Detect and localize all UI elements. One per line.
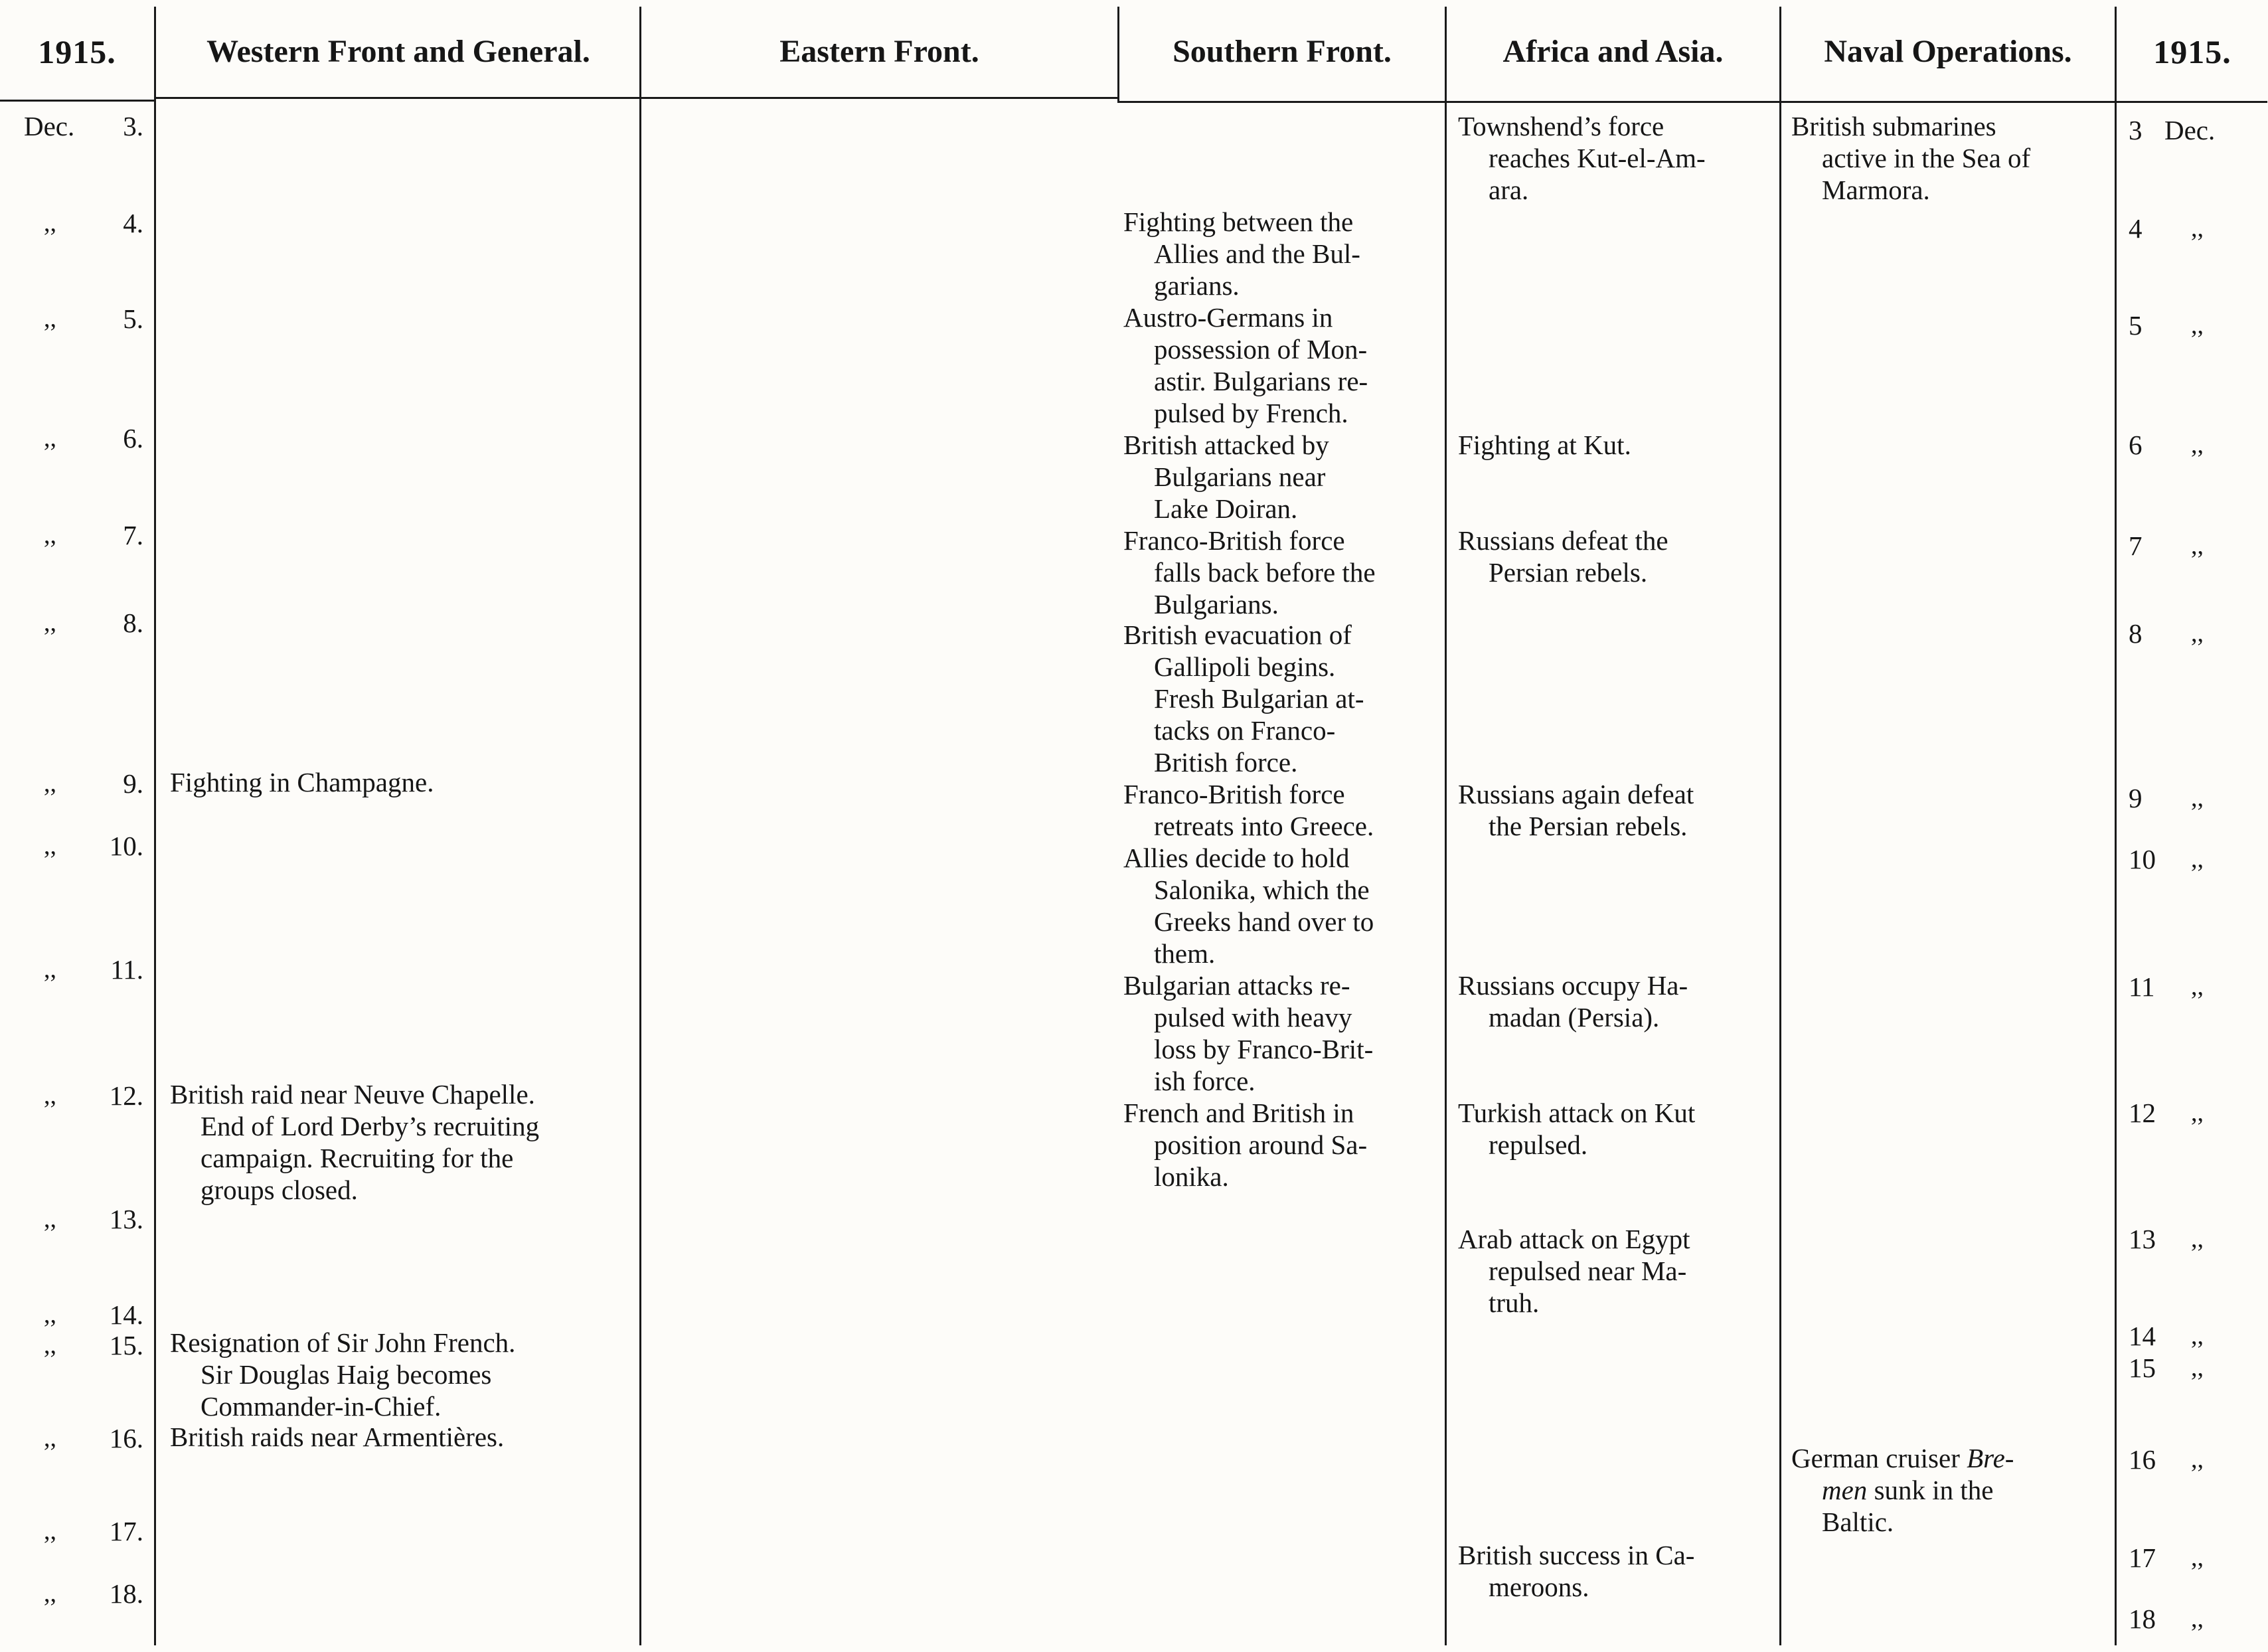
southern-entry-dec-11: Bulgarian attacks re- pulsed with heavy loss by Franco-Brit- ish force. [1123,970,1374,1096]
header-year-right: 1915. [2153,33,2231,70]
africa-entry-dec-9: Russians again defeat the Persian rebels. [1458,779,1694,841]
column-rule [639,7,641,1645]
africa-entry-dec-6: Fighting at Kut. [1458,430,1631,460]
western-entry-dec-15: Resignation of Sir John French. Sir Douglas Haig becomes Commander-in-Chief. [170,1327,516,1422]
header-year-left: 1915. [38,33,116,70]
header-western-front: Western Front and General. [206,34,590,69]
western-entry-dec-16: British raids near Armentières. [170,1422,505,1452]
africa-entry-dec-13: Arab attack on Egypt repulsed near Ma- truh. [1458,1224,1690,1318]
western-entry-dec-12: British raid near Neuve Chapelle. End of Lord Derby’s recruiting campaign. Recruiting for the groups closed. [170,1079,540,1205]
header-rule [0,100,154,102]
naval-entry-dec-3: British submarines active in the Sea of Marmora. [1791,111,2031,205]
header-africa-asia: Africa and Asia. [1502,34,1724,69]
southern-entry-dec-9: Franco-British force retreats into Greece. [1123,779,1374,841]
column-rule [2115,7,2117,1645]
column-rule [154,7,156,1645]
africa-entry-dec-11: Russians occupy Ha- madan (Persia). [1458,970,1688,1032]
column-rule [1779,7,1781,1645]
header-rule [154,97,1117,99]
southern-entry-dec-5: Austro-Germans in possession of Mon- astir. Bulgarians re- pulsed by French. [1123,302,1368,428]
southern-entry-dec-4: Fighting between the Allies and the Bul- garians. [1123,206,1360,301]
header-naval-operations: Naval Operations. [1824,34,2072,69]
column-rule [1445,7,1447,1645]
southern-entry-dec-10: Allies decide to hold Salonika, which the Greeks hand over to them. [1123,843,1374,969]
africa-entry-dec-12: Turkish attack on Kut repulsed. [1458,1098,1696,1160]
southern-entry-dec-6: British attacked by Bulgarians near Lake Doiran. [1123,430,1329,524]
chronology-page: 1915. Western Front and General. Eastern Front. Southern Front. Africa and Asia. Naval Operations. 1915. Dec. 3. ,, 4. ,, 5. ,, 6. ,, 7. ,, 8. ,, 9. ,, 10. ,, 11. ,, 12. ,, 13. ,, 14. ,, 15. ,, 16. ,, 17. ,, 18. 3 Dec. 4 ,, 5 ,, 6 ,, 7 ,, 8 ,, 9 ,, 10 ,, 11 ,, 12 ,, 13 ,, 14 ,, 15 ,, 16 ,, 17 ,, 18 ,, Fighting in Champagne. British raid near Neuve Chapelle. End of Lord Derby’s recruiting campaign. Recruiting for the groups closed. Resignation of Sir John French. Sir Douglas Haig becomes Commander-in-Chief. British raids near Armentières. Fighting between the Allies and the Bul- garians. Austro-Germans in possession of Mon- astir. Bulgarians re- pulsed by French. British attacked by Bulgarians near Lake Doiran. Franco-British force falls back before the Bulgarians. British evacuation of Gallipoli begins. Fresh Bulgarian at- tacks on Franco- British force. Franco-British force retreats into Greece. Allies decide to hold Salonika, which the Greeks hand over to them. Bulgarian attacks re- pulsed with heavy loss by Franco-Brit- ish force. French and British in position around Sa- lonika. Townshend’s force reaches Kut-el-Am- ara. Fighting at Kut. Russians defeat the Persian rebels. Russians again defeat the Persian rebels. Russians occupy Ha- madan (Persia). Turkish attack on Kut repulsed. Arab attack on Egypt repulsed near Ma- truh. British success in Ca- meroons. British submarines active in the Sea of Marmora. German cruiser Bre- men sunk in the Baltic. [0,0,2268,1652]
header-eastern-front: Eastern Front. [779,34,979,69]
header-rule [1117,101,2267,103]
header-southern-front: Southern Front. [1173,34,1392,69]
africa-entry-dec-7: Russians defeat the Persian rebels. [1458,525,1668,588]
southern-entry-dec-7: Franco-British force falls back before the Bulgarians. [1123,525,1376,620]
africa-entry-dec-17: British success in Ca- meroons. [1458,1540,1695,1602]
africa-entry-dec-3: Townshend’s force reaches Kut-el-Am- ara. [1458,111,1706,205]
southern-entry-dec-12: French and British in position around Sa- lonika. [1123,1098,1368,1192]
western-entry-dec-9: Fighting in Champagne. [170,767,434,797]
naval-entry-dec-16: German cruiser Bre- men sunk in the Baltic. [1791,1443,2014,1537]
southern-entry-dec-8: British evacuation of Gallipoli begins. Fresh Bulgarian at- tacks on Franco- British force. [1123,620,1364,778]
